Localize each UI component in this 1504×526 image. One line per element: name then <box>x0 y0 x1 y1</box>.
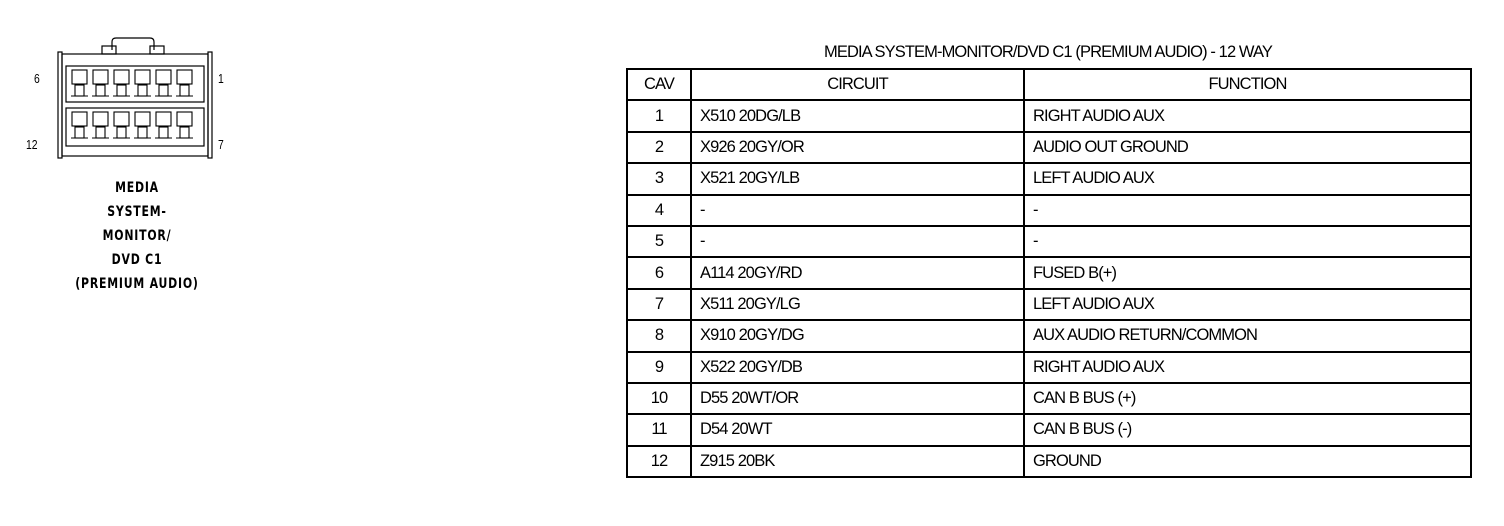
cell-cav: 12 <box>627 446 691 477</box>
cell-circuit: Z915 20BK <box>691 446 1024 477</box>
cell-function: AUX AUDIO RETURN/COMMON <box>1024 320 1471 351</box>
table-row <box>627 414 1471 445</box>
connector-cavity <box>71 112 88 138</box>
cell-circuit: D55 20WT/OR <box>691 383 1024 414</box>
cell-cav: 7 <box>627 289 691 320</box>
table-header-row <box>627 69 1471 100</box>
table-row <box>627 446 1471 477</box>
table-row <box>627 352 1471 383</box>
header-cav: CAV <box>627 69 691 100</box>
connector-cavity <box>155 70 172 96</box>
pin-label-1: 1 <box>218 71 224 86</box>
cell-cav: 3 <box>627 163 691 194</box>
cell-function: CAN B BUS (-) <box>1024 414 1471 445</box>
table-row <box>627 163 1471 194</box>
connector-name-line: (PREMIUM AUDIO) <box>75 276 199 292</box>
cell-cav: 5 <box>627 226 691 257</box>
cell-cav: 6 <box>627 257 691 288</box>
table-row <box>627 132 1471 163</box>
cell-circuit: - <box>691 226 1024 257</box>
cell-cav: 8 <box>627 320 691 351</box>
connector-cavity <box>71 70 88 96</box>
connector-cavity <box>176 112 193 138</box>
cell-circuit: X510 20DG/LB <box>691 100 1024 131</box>
cell-circuit: D54 20WT <box>691 414 1024 445</box>
cell-circuit: X926 20GY/OR <box>691 132 1024 163</box>
connector-cavity <box>113 112 130 138</box>
pinout-table <box>626 68 1472 478</box>
cell-function: CAN B BUS (+) <box>1024 383 1471 414</box>
cell-circuit: X522 20GY/DB <box>691 352 1024 383</box>
cell-circuit: X910 20GY/DG <box>691 320 1024 351</box>
cell-circuit: X511 20GY/LG <box>691 289 1024 320</box>
connector-cavity <box>155 112 172 138</box>
connector-cavity <box>134 70 151 96</box>
cell-cav: 9 <box>627 352 691 383</box>
cell-function: LEFT AUDIO AUX <box>1024 163 1471 194</box>
pin-label-7: 7 <box>218 137 224 152</box>
table-row <box>627 320 1471 351</box>
cell-cav: 2 <box>627 132 691 163</box>
table-row <box>627 195 1471 226</box>
cell-function: LEFT AUDIO AUX <box>1024 289 1471 320</box>
pin-label-6: 6 <box>34 71 40 86</box>
cell-cav: 1 <box>627 100 691 131</box>
cell-circuit: - <box>691 195 1024 226</box>
connector-face-diagram <box>20 34 240 164</box>
cell-cav: 4 <box>627 195 691 226</box>
cell-cav: 11 <box>627 414 691 445</box>
table-row <box>627 100 1471 131</box>
connector-cavity <box>134 112 151 138</box>
table-title: MEDIA SYSTEM-MONITOR/DVD C1 (PREMIUM AUDIO) - 12 WAY <box>824 43 1272 61</box>
cell-function: GROUND <box>1024 446 1471 477</box>
cell-function: FUSED B(+) <box>1024 257 1471 288</box>
cell-function: - <box>1024 195 1471 226</box>
pin-label-12: 12 <box>26 137 38 152</box>
connector-name <box>37 176 237 296</box>
cell-function: - <box>1024 226 1471 257</box>
connector-name-line: DVD C1 <box>111 252 163 268</box>
header-function: FUNCTION <box>1024 69 1471 100</box>
connector-cavity <box>113 70 130 96</box>
connector-name-line: MEDIA <box>115 180 159 196</box>
connector-cavity <box>176 70 193 96</box>
table-row <box>627 289 1471 320</box>
connector-cavity <box>92 112 109 138</box>
cell-circuit: X521 20GY/LB <box>691 163 1024 194</box>
cell-function: AUDIO OUT GROUND <box>1024 132 1471 163</box>
cell-circuit: A114 20GY/RD <box>691 257 1024 288</box>
cell-function: RIGHT AUDIO AUX <box>1024 100 1471 131</box>
connector-name-line: SYSTEM- <box>107 204 167 220</box>
connector-cavity <box>92 70 109 96</box>
header-circuit: CIRCUIT <box>691 69 1024 100</box>
cell-function: RIGHT AUDIO AUX <box>1024 352 1471 383</box>
cell-cav: 10 <box>627 383 691 414</box>
table-row <box>627 383 1471 414</box>
table-row <box>627 257 1471 288</box>
connector-name-line: MONITOR/ <box>102 228 172 244</box>
table-row <box>627 226 1471 257</box>
